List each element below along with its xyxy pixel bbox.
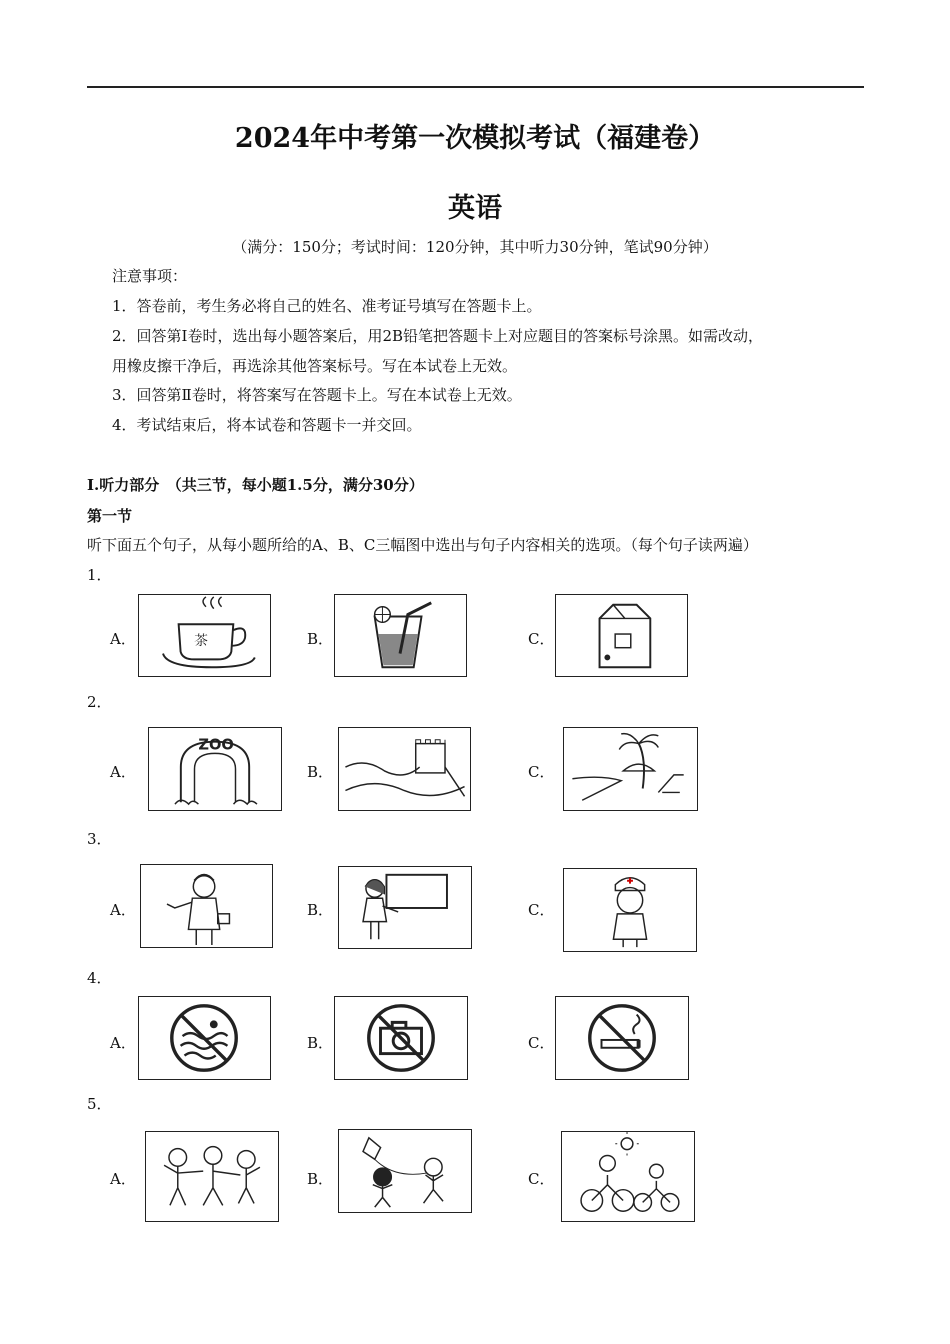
option-label: C． [528, 1034, 555, 1052]
option-label: A． [110, 1034, 136, 1052]
option-label: C． [528, 1170, 555, 1188]
note-item: 1．答卷前，考生务必将自己的姓名、准考证号填写在答题卡上。 [112, 297, 542, 315]
note-item: 用橡皮擦干净后，再选涂其他答案标号。写在本试卷上无效。 [112, 357, 518, 375]
option-label: A． [110, 763, 136, 781]
note-item: 3．回答第Ⅱ卷时，将答案写在答题卡上。写在本试卷上无效。 [112, 386, 522, 404]
question-number: 1． [87, 566, 112, 584]
option-label: A． [110, 630, 136, 648]
option-label: C． [528, 763, 555, 781]
kids-cycling-image [561, 1131, 695, 1222]
question-number: 4． [87, 969, 112, 987]
question-number: 3． [87, 830, 112, 848]
juice-glass-image [334, 594, 467, 677]
tea-char: 茶 [194, 632, 208, 649]
beach-image [563, 727, 698, 811]
score-info: （满分：150分；考试时间：120分钟，其中听力30分钟，笔试90分钟） [232, 238, 718, 256]
zoo-gate-image [148, 727, 282, 811]
notes-heading: 注意事项： [112, 267, 188, 285]
no-photos-sign [334, 996, 468, 1080]
tea-cup-image [138, 594, 271, 677]
option-label: C． [528, 901, 555, 919]
great-wall-image [338, 727, 471, 811]
kids-dancing-image [145, 1131, 279, 1222]
option-label: B． [307, 1034, 334, 1052]
option-label: A． [110, 901, 136, 919]
note-item: 2．回答第Ⅰ卷时，选出每小题答案后，用2B铅笔把答题卡上对应题目的答案标号涂黑。如需改动， [112, 327, 764, 345]
option-label: C． [528, 630, 555, 648]
teacher-image [338, 866, 472, 949]
instruction: 听下面五个句子，从每小题所给的A、B、C三幅图中选出与句子内容相关的选项。（每个句子读两遍） [87, 536, 758, 554]
old-man-image [140, 864, 273, 948]
option-label: B． [307, 1170, 334, 1188]
no-smoking-sign [555, 996, 689, 1080]
exam-title: 2024年中考第一次模拟考试（福建卷） [234, 123, 716, 154]
question-number: 2． [87, 693, 112, 711]
option-label: B． [307, 763, 334, 781]
question-number: 5． [87, 1095, 112, 1113]
top-rule [87, 86, 864, 88]
subject-title: 英语 [448, 193, 502, 224]
section-heading: I.听力部分 （共三节，每小题1.5分，满分30分） [87, 476, 424, 494]
option-label: B． [307, 901, 334, 919]
part-heading: 第一节 [87, 507, 133, 525]
note-item: 4．考试结束后，将本试卷和答题卡一并交回。 [112, 416, 422, 434]
milk-carton-image [555, 594, 688, 677]
option-label: A． [110, 1170, 136, 1188]
zoo-text: ZOO [198, 736, 234, 754]
kids-kite-image [338, 1129, 472, 1213]
doctor-image [563, 868, 697, 952]
option-label: B． [307, 630, 334, 648]
no-swimming-sign [138, 996, 271, 1080]
